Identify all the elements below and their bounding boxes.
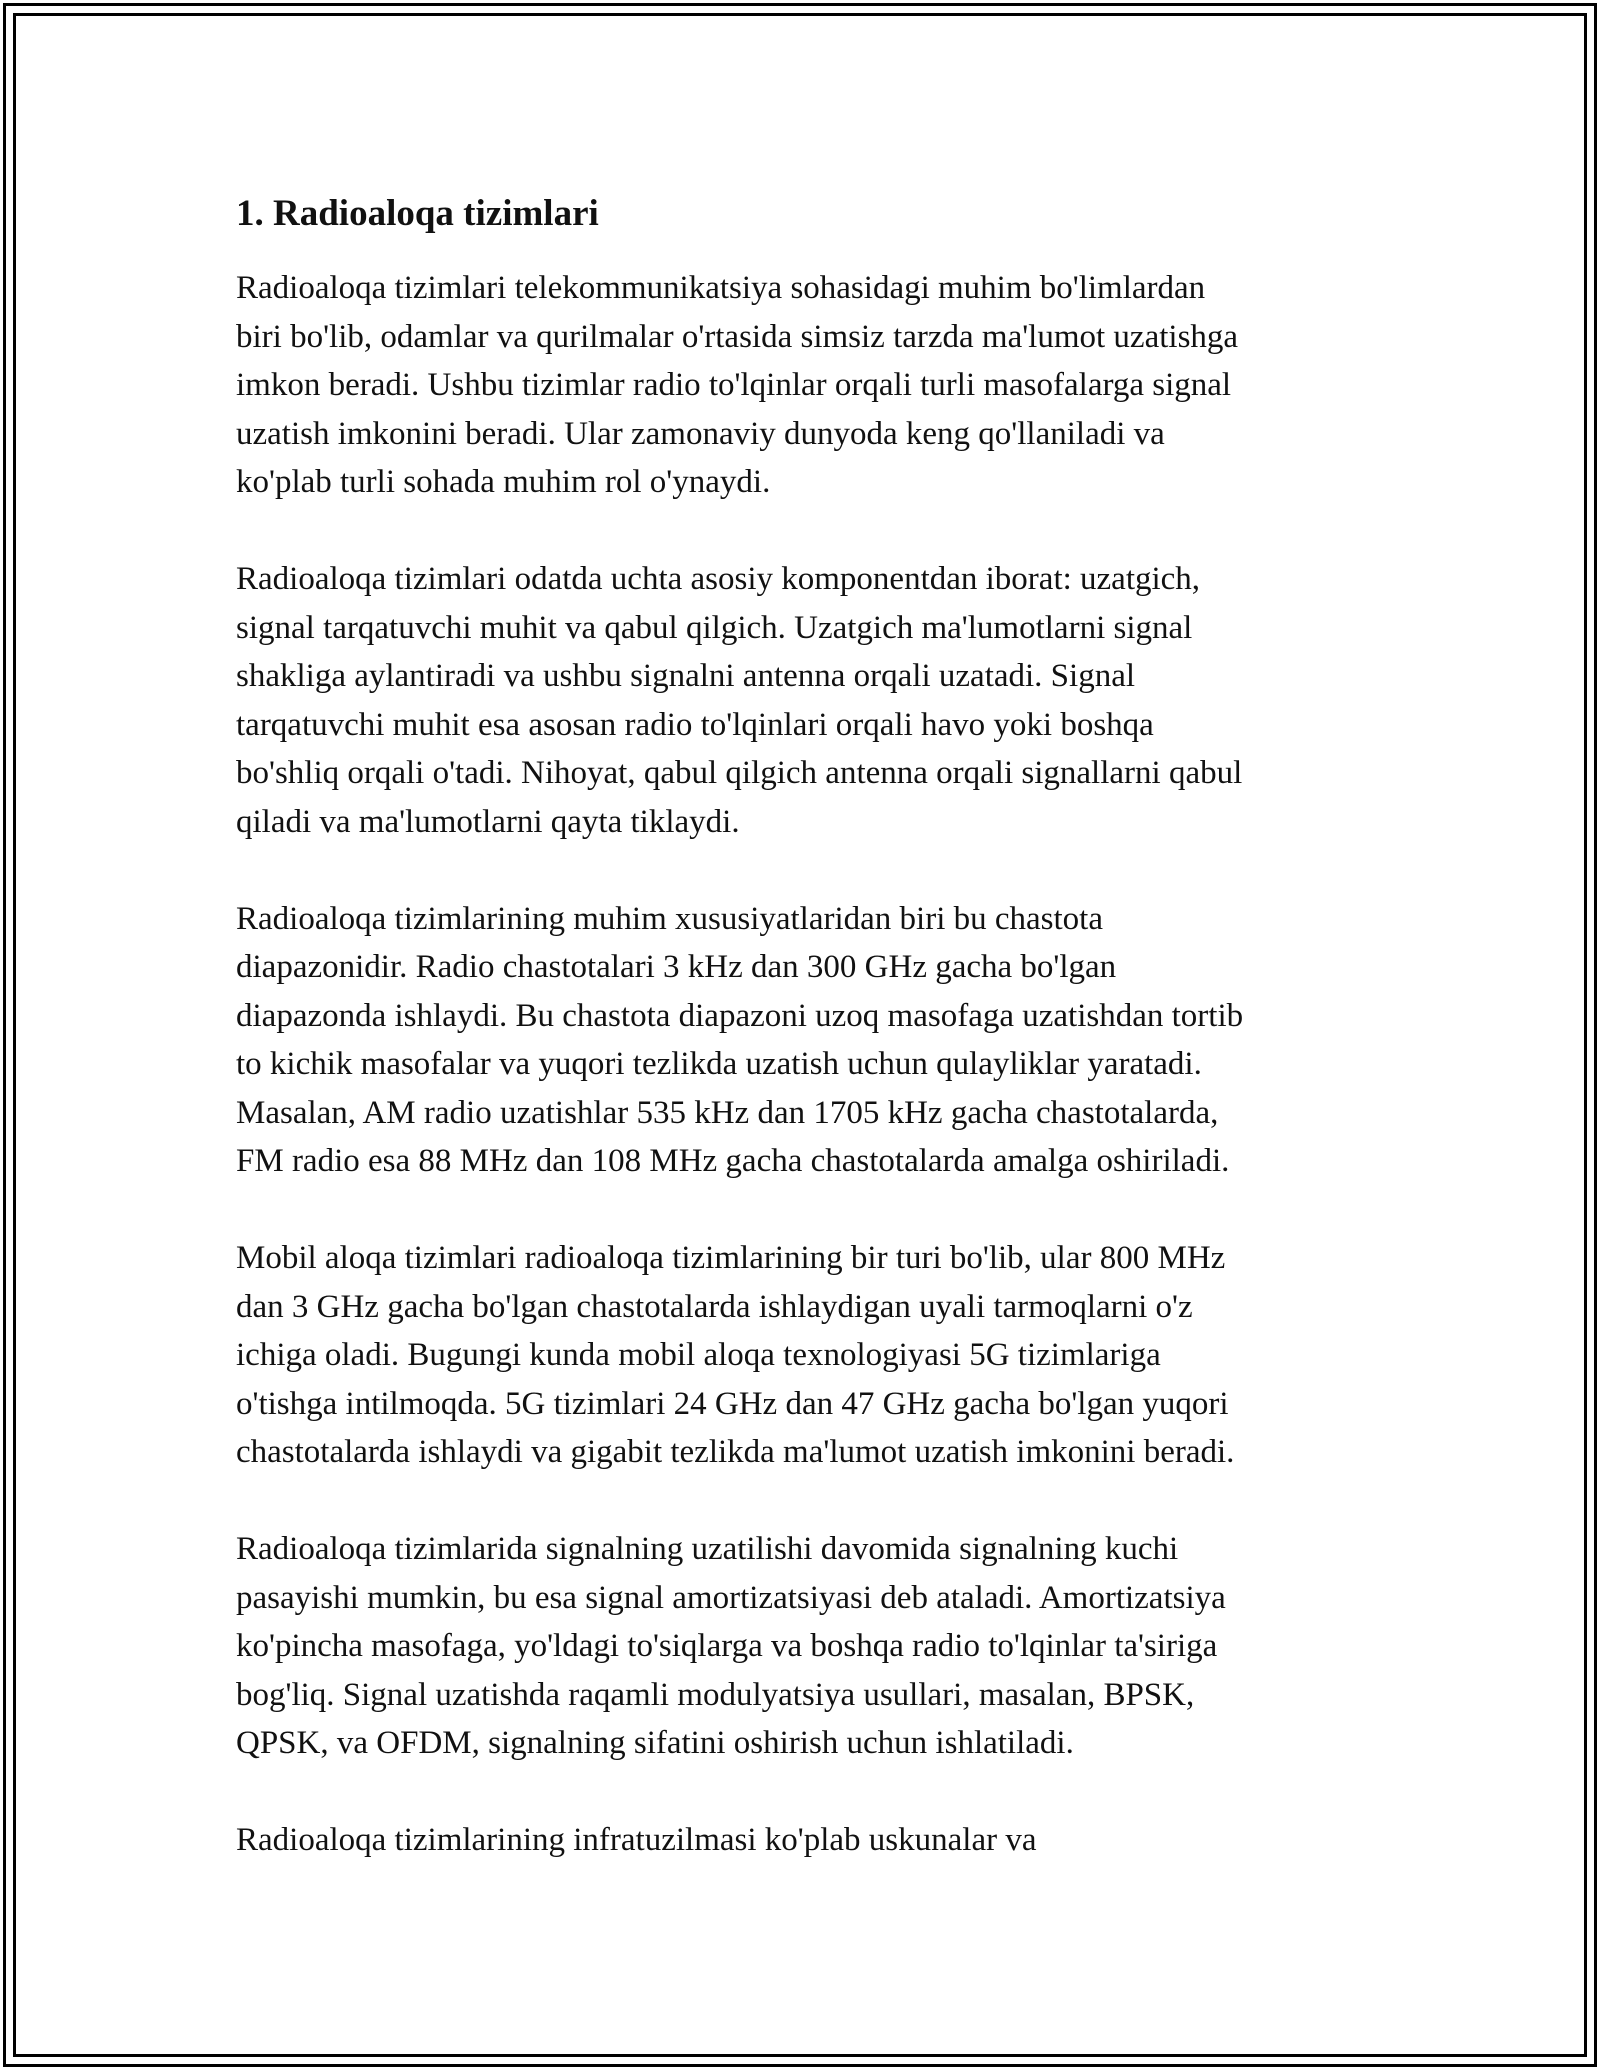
paragraph-line: tarqatuvchi muhit esa asosan radio to'lqinlari orqali havo yoki boshqa <box>236 706 1154 743</box>
paragraph-line: to kichik masofalar va yuqori tezlikda uzatish uchun qulayliklar yaratadi. <box>236 1046 1202 1082</box>
paragraph <box>236 1234 1376 1477</box>
paragraph-line: Radioaloqa tizimlarining infratuzilmasi ko'plab uskunalar va <box>236 1822 1037 1858</box>
paragraph-line: Mobil aloqa tizimlari radioaloqa tizimlarining bir turi bo'lib, ular 800 MHz <box>236 1240 1226 1276</box>
paragraph <box>236 895 1376 1186</box>
paragraph-line: pasayishi mumkin, bu esa signal amortizatsiyasi deb ataladi. Amortizatsiya <box>236 1579 1226 1616</box>
paragraph-line: diapazonidir. Radio chastotalari 3 kHz dan 300 GHz gacha bo'lgan <box>236 949 1117 985</box>
paragraph-line: dan 3 GHz gacha bo'lgan chastotalarda ishlaydigan uyali tarmoqlarni o'z <box>236 1288 1193 1325</box>
paragraph <box>236 1525 1376 1768</box>
document-body <box>236 186 1376 1913</box>
paragraph-line: Radioaloqa tizimlarining muhim xususiyatlaridan biri bu chastota <box>236 900 1103 937</box>
paragraph-line: chastotalarda ishlaydi va gigabit tezlikda ma'lumot uzatish imkonini beradi. <box>236 1434 1235 1470</box>
paragraph-line: Masalan, AM radio uzatishlar 535 kHz dan 1705 kHz gacha chastotalarda, <box>236 1094 1219 1131</box>
paragraph-line: qiladi va ma'lumotlarni qayta tiklaydi. <box>236 803 740 840</box>
paragraph-line: bo'shliq orqali o'tadi. Nihoyat, qabul qilgich antenna orqali signallarni qabul <box>236 755 1243 791</box>
paragraph-line: Radioaloqa tizimlari telekommunikatsiya sohasidagi muhim bo'limlardan <box>236 270 1206 306</box>
paragraph-line: ko'plab turli sohada muhim rol o'ynaydi. <box>236 464 771 500</box>
paragraph-line: signal tarqatuvchi muhit va qabul qilgich. Uzatgich ma'lumotlarni signal <box>236 609 1193 646</box>
paragraph-line: uzatish imkonini beradi. Ular zamonaviy dunyoda keng qo'llaniladi va <box>236 415 1165 452</box>
paragraph <box>236 555 1376 846</box>
paragraph-line: imkon beradi. Ushbu tizimlar radio to'lqinlar orqali turli masofalarga signal <box>236 367 1232 403</box>
paragraph-line: QPSK, va OFDM, signalning sifatini oshirish uchun ishlatiladi. <box>236 1725 1074 1761</box>
section-heading: 1. Radioaloqa tizimlari <box>236 193 599 234</box>
paragraph-line: shakliga aylantiradi va ushbu signalni antenna orqali uzatadi. Signal <box>236 658 1136 694</box>
paragraph-line: biri bo'lib, odamlar va qurilmalar o'rtasida simsiz tarzda ma'lumot uzatishga <box>236 318 1239 355</box>
paragraph <box>236 1816 1376 1865</box>
paragraph-line: diapazonda ishlaydi. Bu chastota diapazoni uzoq masofaga uzatishdan tortib <box>236 997 1244 1034</box>
paragraph-line: FM radio esa 88 MHz dan 108 MHz gacha chastotalarda amalga oshiriladi. <box>236 1143 1230 1179</box>
paragraph-line: Radioaloqa tizimlari odatda uchta asosiy komponentdan iborat: uzatgich, <box>236 561 1201 597</box>
paragraph-line: ko'pincha masofaga, yo'ldagi to'siqlarga va boshqa radio to'lqinlar ta'siriga <box>236 1628 1218 1664</box>
paragraph-line: o'tishga intilmoqda. 5G tizimlari 24 GHz dan 47 GHz gacha bo'lgan yuqori <box>236 1385 1229 1422</box>
paragraph-line: Radioaloqa tizimlarida signalning uzatilishi davomida signalning kuchi <box>236 1531 1179 1567</box>
paragraph-line: ichiga oladi. Bugungi kunda mobil aloqa texnologiyasi 5G tizimlariga <box>236 1337 1161 1373</box>
paragraph <box>236 264 1376 507</box>
paragraph-list <box>236 264 1376 1865</box>
paragraph-line: bog'liq. Signal uzatishda raqamli modulyatsiya usullari, masalan, BPSK, <box>236 1676 1195 1713</box>
